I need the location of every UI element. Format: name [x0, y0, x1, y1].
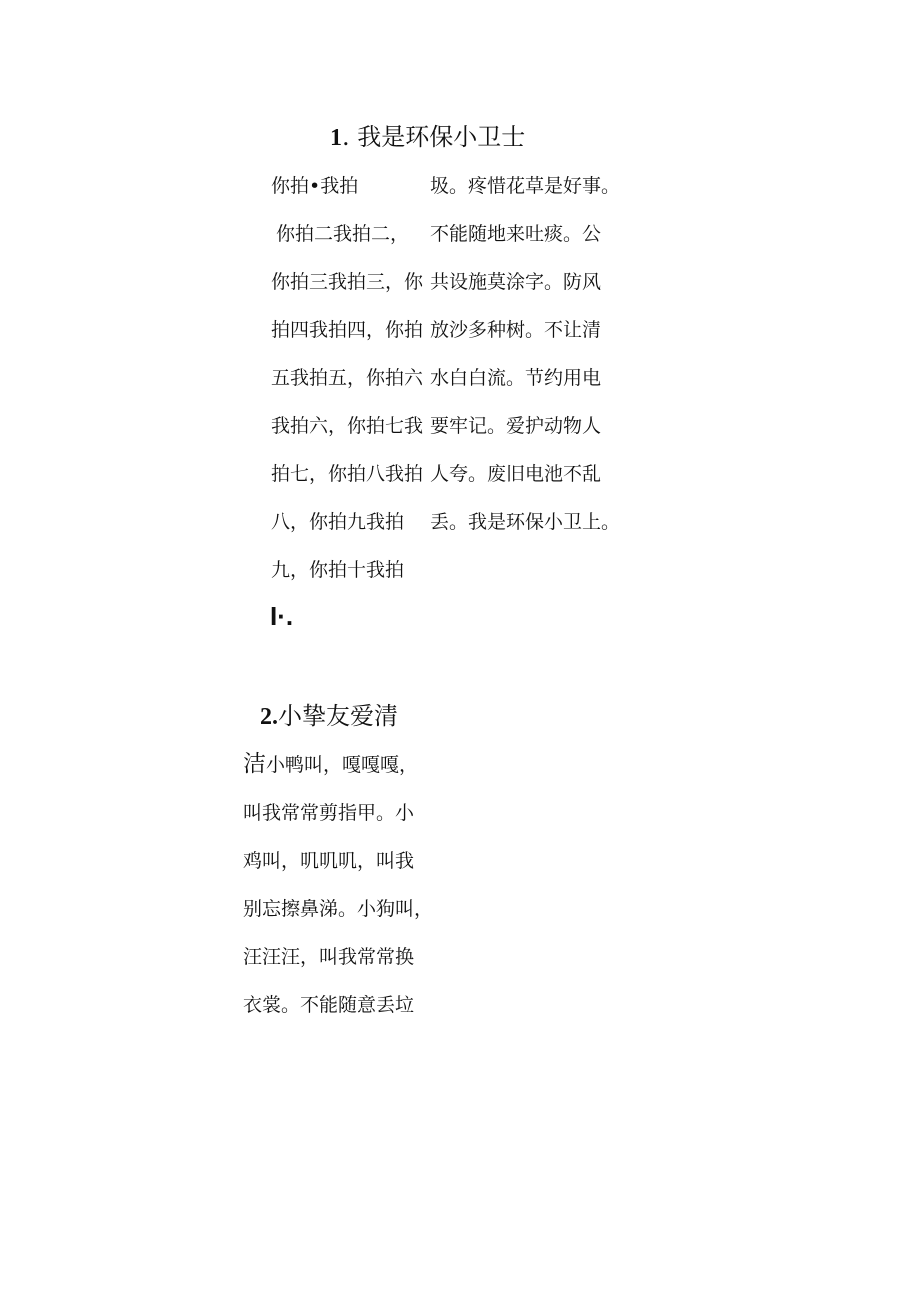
- section2-first-char: 洁: [243, 751, 266, 777]
- section2-line-3: 鸡叫，叽叽叽，叫我: [243, 850, 415, 872]
- section2-title: [260, 701, 398, 732]
- left-line-4: 拍四我拍四，你拍: [271, 319, 424, 341]
- section2-title-text: 小挚友爱清: [278, 702, 398, 730]
- right-line-8: 丢。我是环保小卫上。: [430, 511, 621, 533]
- right-line-5: 水白白流。节约用电: [430, 367, 602, 389]
- section2-line-6: 衣裳。不能随意丢垃: [243, 994, 415, 1016]
- left-line-2: 你拍二我拍二，: [276, 223, 410, 245]
- right-line-1: 圾。疼惜花草是好事。: [430, 175, 621, 197]
- section1-title-text: . 我是环保小卫士: [342, 123, 526, 151]
- left-line-9: 九，你拍十我拍: [271, 559, 405, 581]
- section1-title: [330, 122, 525, 153]
- right-line-4: 放沙多种树。不让清: [430, 319, 602, 341]
- section2-first-line-rest: 小鸭叫，嘎嘎嘎，: [266, 754, 419, 776]
- right-line-6: 要牢记。爱护动物人: [430, 415, 602, 437]
- section1-fragment: I·.: [270, 601, 294, 631]
- section2-line-2: 叫我常常剪指甲。小: [243, 802, 415, 824]
- right-line-2: 不能随地来吐痰。公: [430, 223, 602, 245]
- right-line-3: 共设施莫涂字。防风: [430, 271, 602, 293]
- left-line-7: 拍七，你拍八我拍: [271, 463, 424, 485]
- left-line-8: 八，你拍九我拍: [271, 511, 405, 533]
- left-line-1: 你拍•我拍: [271, 175, 359, 197]
- left-line-6: 我拍六，你拍七我: [271, 415, 424, 437]
- section2-line-5: 汪汪汪，叫我常常换: [243, 946, 415, 968]
- left-line-5: 五我拍五，你拍六: [271, 367, 424, 389]
- section2-line-4: 别忘擦鼻涕。小狗叫，: [243, 898, 434, 920]
- section2-line-1: [243, 752, 418, 776]
- section1-number: 1: [330, 125, 342, 151]
- section2-number: 2.: [260, 704, 278, 730]
- left-line-3: 你拍三我拍三，你: [271, 271, 424, 293]
- right-line-7: 人夸。废旧电池不乱: [430, 463, 602, 485]
